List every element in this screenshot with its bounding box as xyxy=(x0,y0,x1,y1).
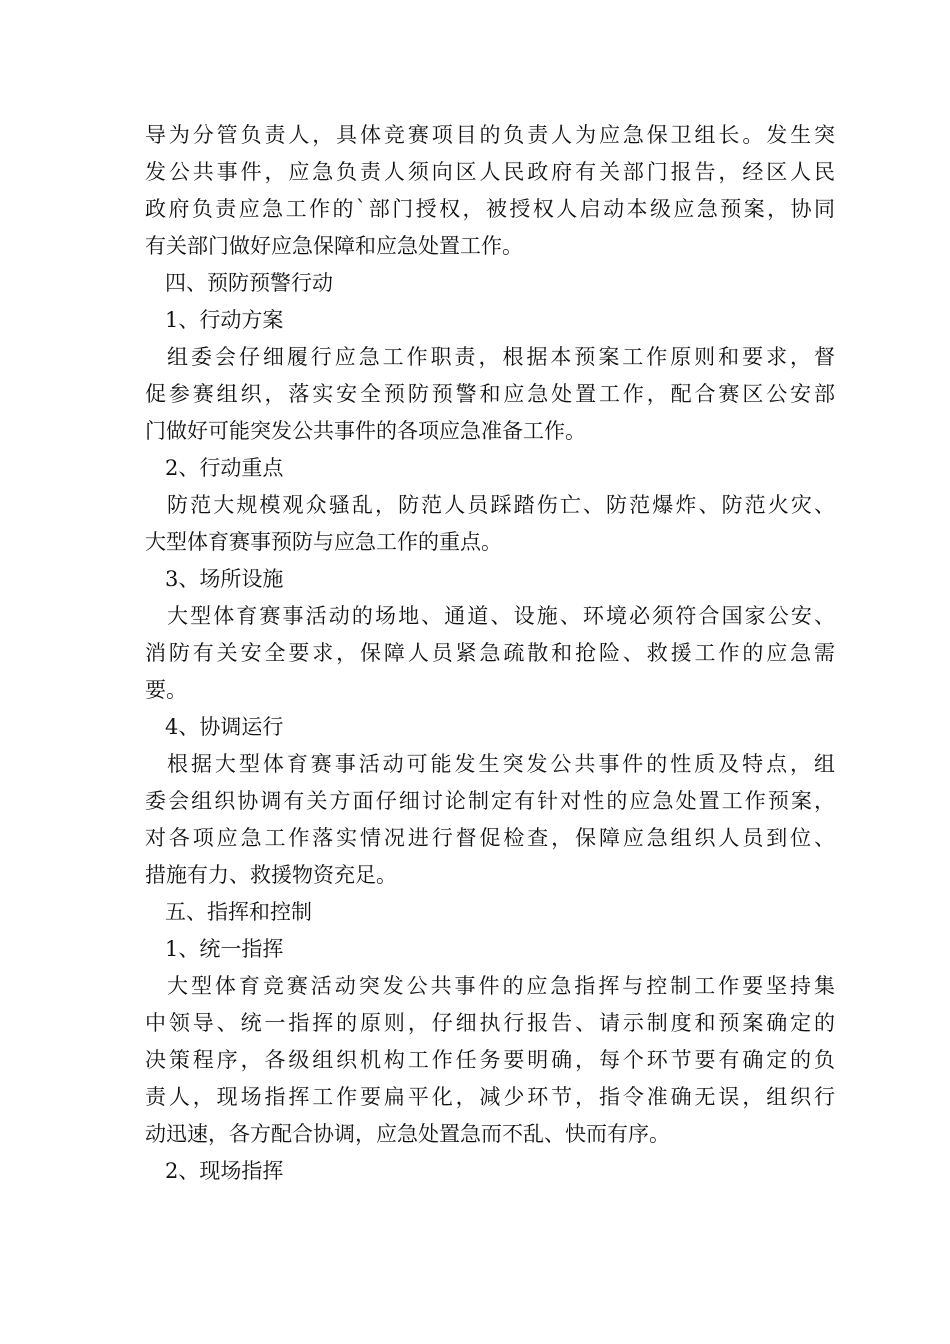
body-text-line: 导为分管负责人，具体竞赛项目的负责人为应急保卫组长。发生突 xyxy=(145,123,835,147)
paragraph-last-line: 措施有力、救援物资充足。 xyxy=(145,863,397,887)
section-heading: 4、协调运行 xyxy=(165,715,284,739)
section-heading: 2、行动重点 xyxy=(165,456,284,480)
section-heading: 2、现场指挥 xyxy=(165,1159,284,1183)
body-text-line: 责人，现场指挥工作要扁平化，减少环节，指令准确无误，组织行 xyxy=(145,1085,835,1109)
paragraph-first-line: 根据大型体育赛事活动可能发生突发公共事件的性质及特点，组 xyxy=(167,752,835,776)
paragraph-last-line: 有关部门做好应急保障和应急处置工作。 xyxy=(145,234,523,258)
body-text-line: 决策程序，各级组织机构工作任务要明确，每个环节要有确定的负 xyxy=(145,1048,835,1072)
paragraph-last-line: 要。 xyxy=(145,678,187,702)
document-page xyxy=(145,117,835,1190)
body-text-line: 中领导、统一指挥的原则，仔细执行报告、请示制度和预案确定的 xyxy=(145,1011,835,1035)
body-text-line: 消防有关安全要求，保障人员紧急疏散和抢险、救援工作的应急需 xyxy=(145,641,835,665)
paragraph-first-line: 组委会仔细履行应急工作职责，根据本预案工作原则和要求，督 xyxy=(167,345,835,369)
section-heading: 1、统一指挥 xyxy=(165,937,284,961)
section-heading: 1、行动方案 xyxy=(165,308,284,332)
body-text-line: 政府负责应急工作的`部门授权，被授权人启动本级应急预案，协同 xyxy=(145,197,835,221)
body-text-line: 对各项应急工作落实情况进行督促检查，保障应急组织人员到位、 xyxy=(145,826,835,850)
body-text-line: 委会组织协调有关方面仔细讨论制定有针对性的应急处置工作预案， xyxy=(145,789,835,813)
section-heading: 四、预防预警行动 xyxy=(165,271,333,295)
paragraph-first-line: 大型体育竞赛活动突发公共事件的应急指挥与控制工作要坚持集 xyxy=(167,974,835,998)
body-text-line: 发公共事件，应急负责人须向区人民政府有关部门报告，经区人民 xyxy=(145,160,835,184)
section-heading: 3、场所设施 xyxy=(165,567,284,591)
paragraph-first-line: 大型体育赛事活动的场地、通道、设施、环境必须符合国家公安、 xyxy=(167,604,835,628)
paragraph-last-line: 大型体育赛事预防与应急工作的重点。 xyxy=(145,530,502,554)
paragraph-last-line: 动迅速，各方配合协调，应急处置急而不乱、快而有序。 xyxy=(145,1122,670,1146)
paragraph-first-line: 防范大规模观众骚乱，防范人员踩踏伤亡、防范爆炸、防范火灾、 xyxy=(167,493,835,517)
section-heading: 五、指挥和控制 xyxy=(165,900,312,924)
paragraph-last-line: 门做好可能突发公共事件的各项应急准备工作。 xyxy=(145,419,586,443)
body-text-line: 促参赛组织，落实安全预防预警和应急处置工作，配合赛区公安部 xyxy=(145,382,835,406)
